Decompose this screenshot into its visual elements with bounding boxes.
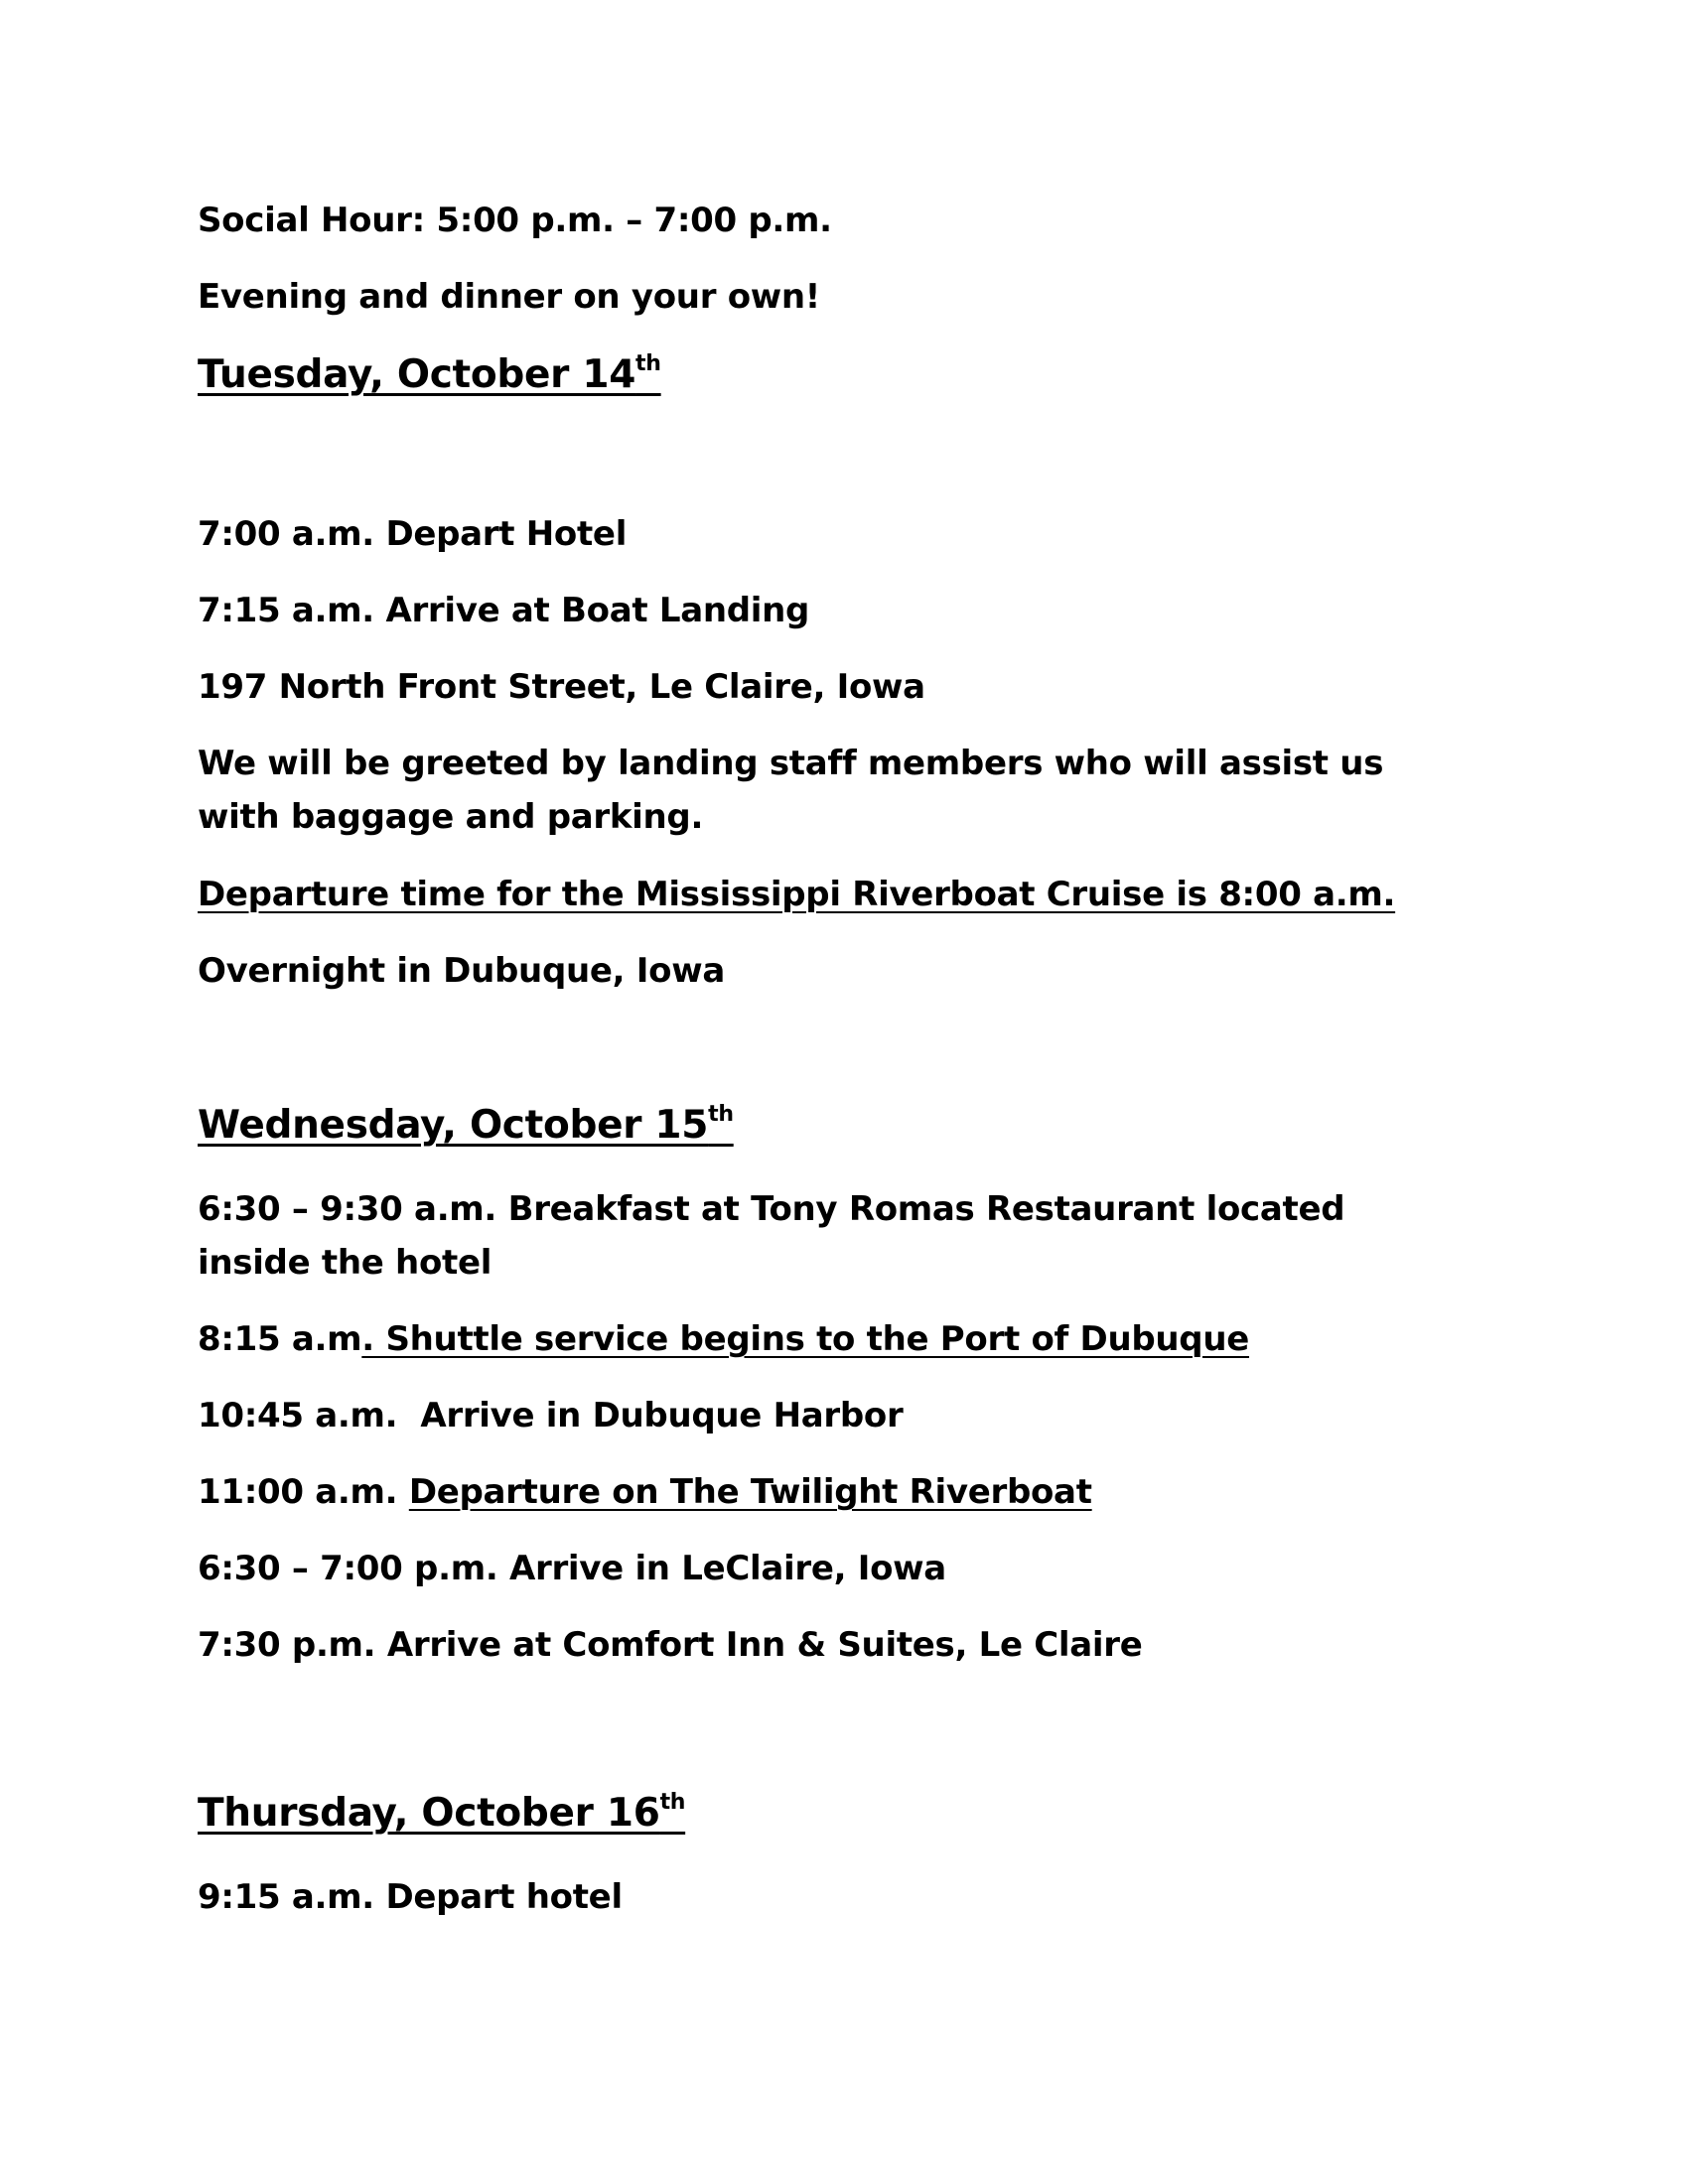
wednesday-breakfast: 6:30 – 9:30 a.m. Breakfast at Tony Romas Restaurant located inside the hotel (198, 1189, 1345, 1283)
wednesday-arrive-leclaire: 6:30 – 7:00 p.m. Arrive in LeClaire, Iowa (198, 1549, 946, 1588)
wednesday-departure (198, 1465, 1092, 1519)
tuesday-heading-suffix: th (635, 351, 661, 376)
thursday-heading (198, 1784, 685, 1843)
wednesday-shuttle-text: . Shuttle service begins to the Port of Dubuque (361, 1319, 1250, 1359)
wednesday-heading-suffix: th (708, 1102, 734, 1127)
tuesday-heading (198, 345, 661, 405)
evening-text: Evening and dinner on your own! (198, 277, 820, 317)
tuesday-overnight: Overnight in Dubuque, Iowa (198, 951, 725, 991)
wednesday-shuttle-time: 8:15 a.m (198, 1319, 362, 1359)
tuesday-depart-hotel: 7:00 a.m. Depart Hotel (198, 514, 628, 554)
wednesday-heading-text: Wednesday, October 15 (198, 1103, 709, 1148)
thursday-heading-text: Thursday, October 16 (198, 1791, 660, 1836)
thursday-depart-hotel: 9:15 a.m. Depart hotel (198, 1877, 623, 1917)
tuesday-departure-time: Departure time for the Mississippi Riverboat Cruise is 8:00 a.m. (198, 875, 1396, 914)
thursday-heading-suffix: th (659, 1790, 686, 1815)
social-hour-text: Social Hour: 5:00 p.m. – 7:00 p.m. (198, 201, 832, 240)
wednesday-arrive-comfort-inn: 7:30 p.m. Arrive at Comfort Inn & Suites, Le Claire (198, 1625, 1143, 1665)
tuesday-heading-text: Tuesday, October 14 (198, 352, 636, 397)
wednesday-heading (198, 1096, 734, 1156)
wednesday-departure-time: 11:00 a.m. (198, 1472, 409, 1512)
tuesday-address: 197 North Front Street, Le Claire, Iowa (198, 667, 925, 707)
wednesday-departure-text: Departure on The Twilight Riverboat (408, 1472, 1092, 1512)
wednesday-arrive-harbor: 10:45 a.m. Arrive in Dubuque Harbor (198, 1396, 904, 1435)
tuesday-arrive-boat-landing: 7:15 a.m. Arrive at Boat Landing (198, 591, 810, 630)
tuesday-greeted-text: We will be greeted by landing staff members who will assist us with baggage and parking. (198, 744, 1384, 837)
wednesday-shuttle (198, 1312, 1249, 1366)
